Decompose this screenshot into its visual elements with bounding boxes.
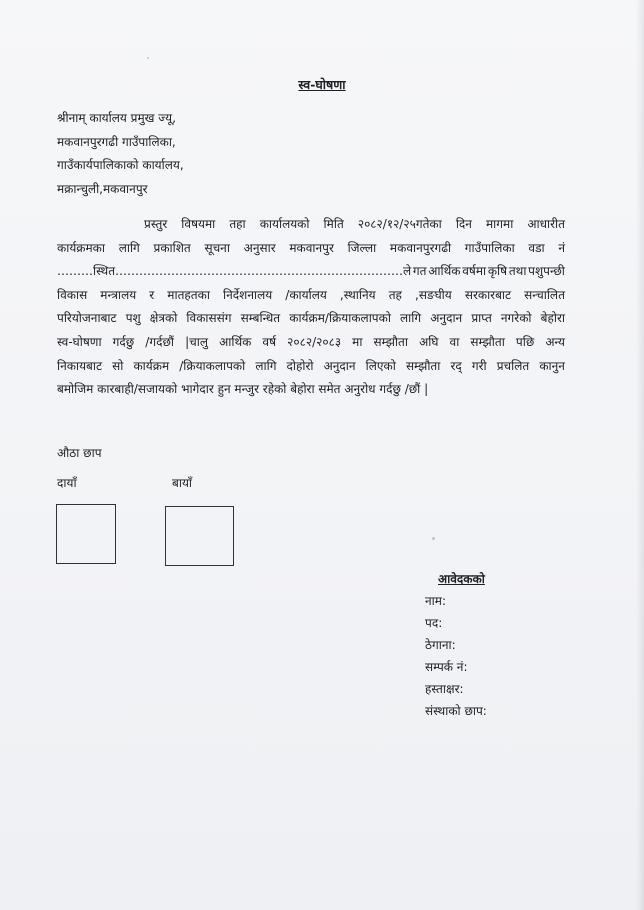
paragraph-word: कानुन xyxy=(539,358,565,373)
paragraph-word: सन्चालित xyxy=(524,287,565,302)
paragraph-word: कृषि xyxy=(487,264,508,279)
paragraph-word: तहा xyxy=(229,217,246,231)
paragraph-word: मकवानपुरगढी xyxy=(389,240,452,255)
paragraph-word: नं xyxy=(558,240,565,255)
address-line: श्रीनाम् कार्यालय प्रमुख ज्यू, xyxy=(57,111,176,125)
applicant-field-address: ठेगाना: xyxy=(425,638,456,652)
declaration-paragraph xyxy=(57,213,565,402)
paragraph-word: आर्थिक xyxy=(219,334,252,349)
paragraph-word: गाउँपालिका xyxy=(464,240,515,255)
applicant-block xyxy=(425,568,487,722)
paragraph-word: मन्त्रालय xyxy=(100,287,137,302)
paragraph-word: निकायबाट xyxy=(57,358,103,373)
paragraph-word: स्व-घोषणा xyxy=(57,334,102,349)
paragraph-word: गत xyxy=(412,264,427,279)
thumbprint-title: औठा छाप xyxy=(57,446,102,460)
paragraph-line xyxy=(57,213,565,237)
paragraph-word: वर्ष xyxy=(262,334,277,349)
paragraph-word: ………स्थित………………………………………………………………ले xyxy=(57,264,412,279)
paragraph-word: अघि xyxy=(419,334,439,349)
paragraph-word: सम्बन्धित xyxy=(240,311,281,326)
paragraph-word: कार्यक्रमका xyxy=(57,240,106,255)
paragraph-word: ,सङघीय xyxy=(415,287,452,302)
applicant-field-contact: सम्पर्क नं: xyxy=(425,660,468,674)
paragraph-line xyxy=(57,378,565,402)
paragraph-word: आर्थिक xyxy=(428,264,461,279)
addressee-block xyxy=(57,107,184,201)
paragraph-word: तह xyxy=(388,287,402,302)
address-line: मक्रान्चुली,मकवानपुर xyxy=(57,181,148,196)
applicant-field-stamp: संस्थाको छाप: xyxy=(425,704,487,718)
paragraph-word: मागमा xyxy=(486,217,514,231)
paragraph-line xyxy=(57,307,565,331)
paragraph-word: विषयमा xyxy=(181,217,216,231)
paragraph-word: लागि xyxy=(400,311,422,326)
paragraph-word: बमोजिम कारबाही/सजायको भागेदार हुन मन्जुर रहेको बेहोरा समेत अनुरोध गर्दछु /छौं | xyxy=(57,382,429,397)
paragraph-word: मातहतका xyxy=(167,287,210,302)
paragraph-word: लिएको xyxy=(365,358,396,373)
paragraph-word: नगरेको xyxy=(500,311,532,326)
paragraph-word: प्राप्त xyxy=(471,311,492,326)
paragraph-word: गरी xyxy=(471,358,487,373)
paragraph-word: दिन xyxy=(455,217,472,231)
paragraph-word: जिल्ला xyxy=(347,240,377,255)
paragraph-word: वा xyxy=(449,334,460,349)
thumbprint-right-box xyxy=(56,504,116,564)
paragraph-word: मिति xyxy=(323,217,344,231)
paragraph-word: पछि xyxy=(515,334,535,349)
paragraph-word: तथा xyxy=(508,264,527,279)
paragraph-word: /क्रियाकलापको xyxy=(179,358,246,373)
paragraph-word: २०८२/१२/२५गतेका xyxy=(357,217,442,231)
applicant-field-signature: हस्ताक्षर: xyxy=(425,682,464,696)
paragraph-word: मकवानपुर xyxy=(289,240,334,255)
paragraph-word: सो xyxy=(112,358,124,373)
paragraph-word: कार्यालयको xyxy=(259,217,310,231)
paragraph-word: मा xyxy=(352,334,363,349)
paragraph-word: वडा xyxy=(528,240,545,255)
paragraph-line xyxy=(57,355,565,379)
paragraph-word: सम्झौता xyxy=(470,334,505,349)
applicant-field-name: नाम: xyxy=(425,594,446,608)
paragraph-word: विकास xyxy=(57,287,88,302)
paragraph-word: सम्झौता xyxy=(373,334,408,349)
paragraph-word: कार्यक्रम/क्रियाकलापको xyxy=(289,311,391,326)
applicant-heading: आवेदकको xyxy=(438,572,485,586)
paragraph-word: परियोजनाबाट xyxy=(57,311,117,326)
paragraph-word: क्षेत्रको xyxy=(149,311,178,326)
paragraph-word: प्रस्तुर xyxy=(144,217,168,231)
paper-speck xyxy=(147,57,149,59)
paragraph-word: सरकारबाट xyxy=(464,287,512,302)
paragraph-word: २०८२/२०८३ xyxy=(287,334,342,349)
paragraph-line xyxy=(57,284,565,308)
paragraph-word: बेहोरा xyxy=(540,311,565,326)
paragraph-word: अनुदान xyxy=(323,358,356,373)
paragraph-word: सूचना xyxy=(204,240,230,255)
paragraph-word: विकाससंग xyxy=(186,311,232,326)
thumbprint-right-label: दायाँ xyxy=(57,476,77,490)
paragraph-word: आधारीत xyxy=(527,217,565,231)
paragraph-word: दोहोरो xyxy=(286,358,314,373)
paper-speck xyxy=(432,537,435,540)
paragraph-word: लागि xyxy=(118,240,140,255)
paragraph-line xyxy=(57,260,565,284)
paragraph-word: गर्दछु xyxy=(112,334,135,349)
paragraph-word: प्रकाशित xyxy=(153,240,191,255)
paragraph-word: /कार्यालय xyxy=(285,287,327,302)
paragraph-word: प्रचलित xyxy=(496,358,530,373)
page-edge-shadow xyxy=(636,0,644,910)
paragraph-word: ,स्थानिय xyxy=(339,287,376,302)
address-line: मकवानपुरगढी गाउँपालिका, xyxy=(57,134,176,149)
thumbprint-left-label: बायाँ xyxy=(172,476,193,490)
paragraph-word: अन्य xyxy=(545,334,565,349)
paragraph-word: सम्झौता xyxy=(405,358,441,373)
paragraph-line xyxy=(57,331,565,355)
thumbprint-left-box xyxy=(165,506,234,566)
paragraph-word: अनुसार xyxy=(243,240,276,255)
address-line: गाउँकार्यपालिकाको कार्यालय, xyxy=(57,158,184,172)
paragraph-word: र xyxy=(149,287,155,302)
paragraph-word: रद् xyxy=(450,358,462,373)
paragraph-word: कार्यक्रम xyxy=(133,358,170,373)
applicant-field-post: पद: xyxy=(425,616,443,630)
paragraph-word: वर्षमा xyxy=(462,264,487,279)
paragraph-word: निर्देशनालय xyxy=(223,287,273,302)
document-title: स्व-घोषणा xyxy=(298,77,346,92)
paragraph-word: /गर्दछौं xyxy=(145,334,174,349)
paragraph-word: लागि xyxy=(255,358,277,373)
paragraph-word: |चालु xyxy=(185,334,208,349)
paragraph-word: पशु xyxy=(125,311,141,326)
paragraph-word: अनुदान xyxy=(430,311,463,326)
paragraph-word: पशुपन्छी xyxy=(528,264,565,279)
paragraph-line xyxy=(57,237,565,261)
